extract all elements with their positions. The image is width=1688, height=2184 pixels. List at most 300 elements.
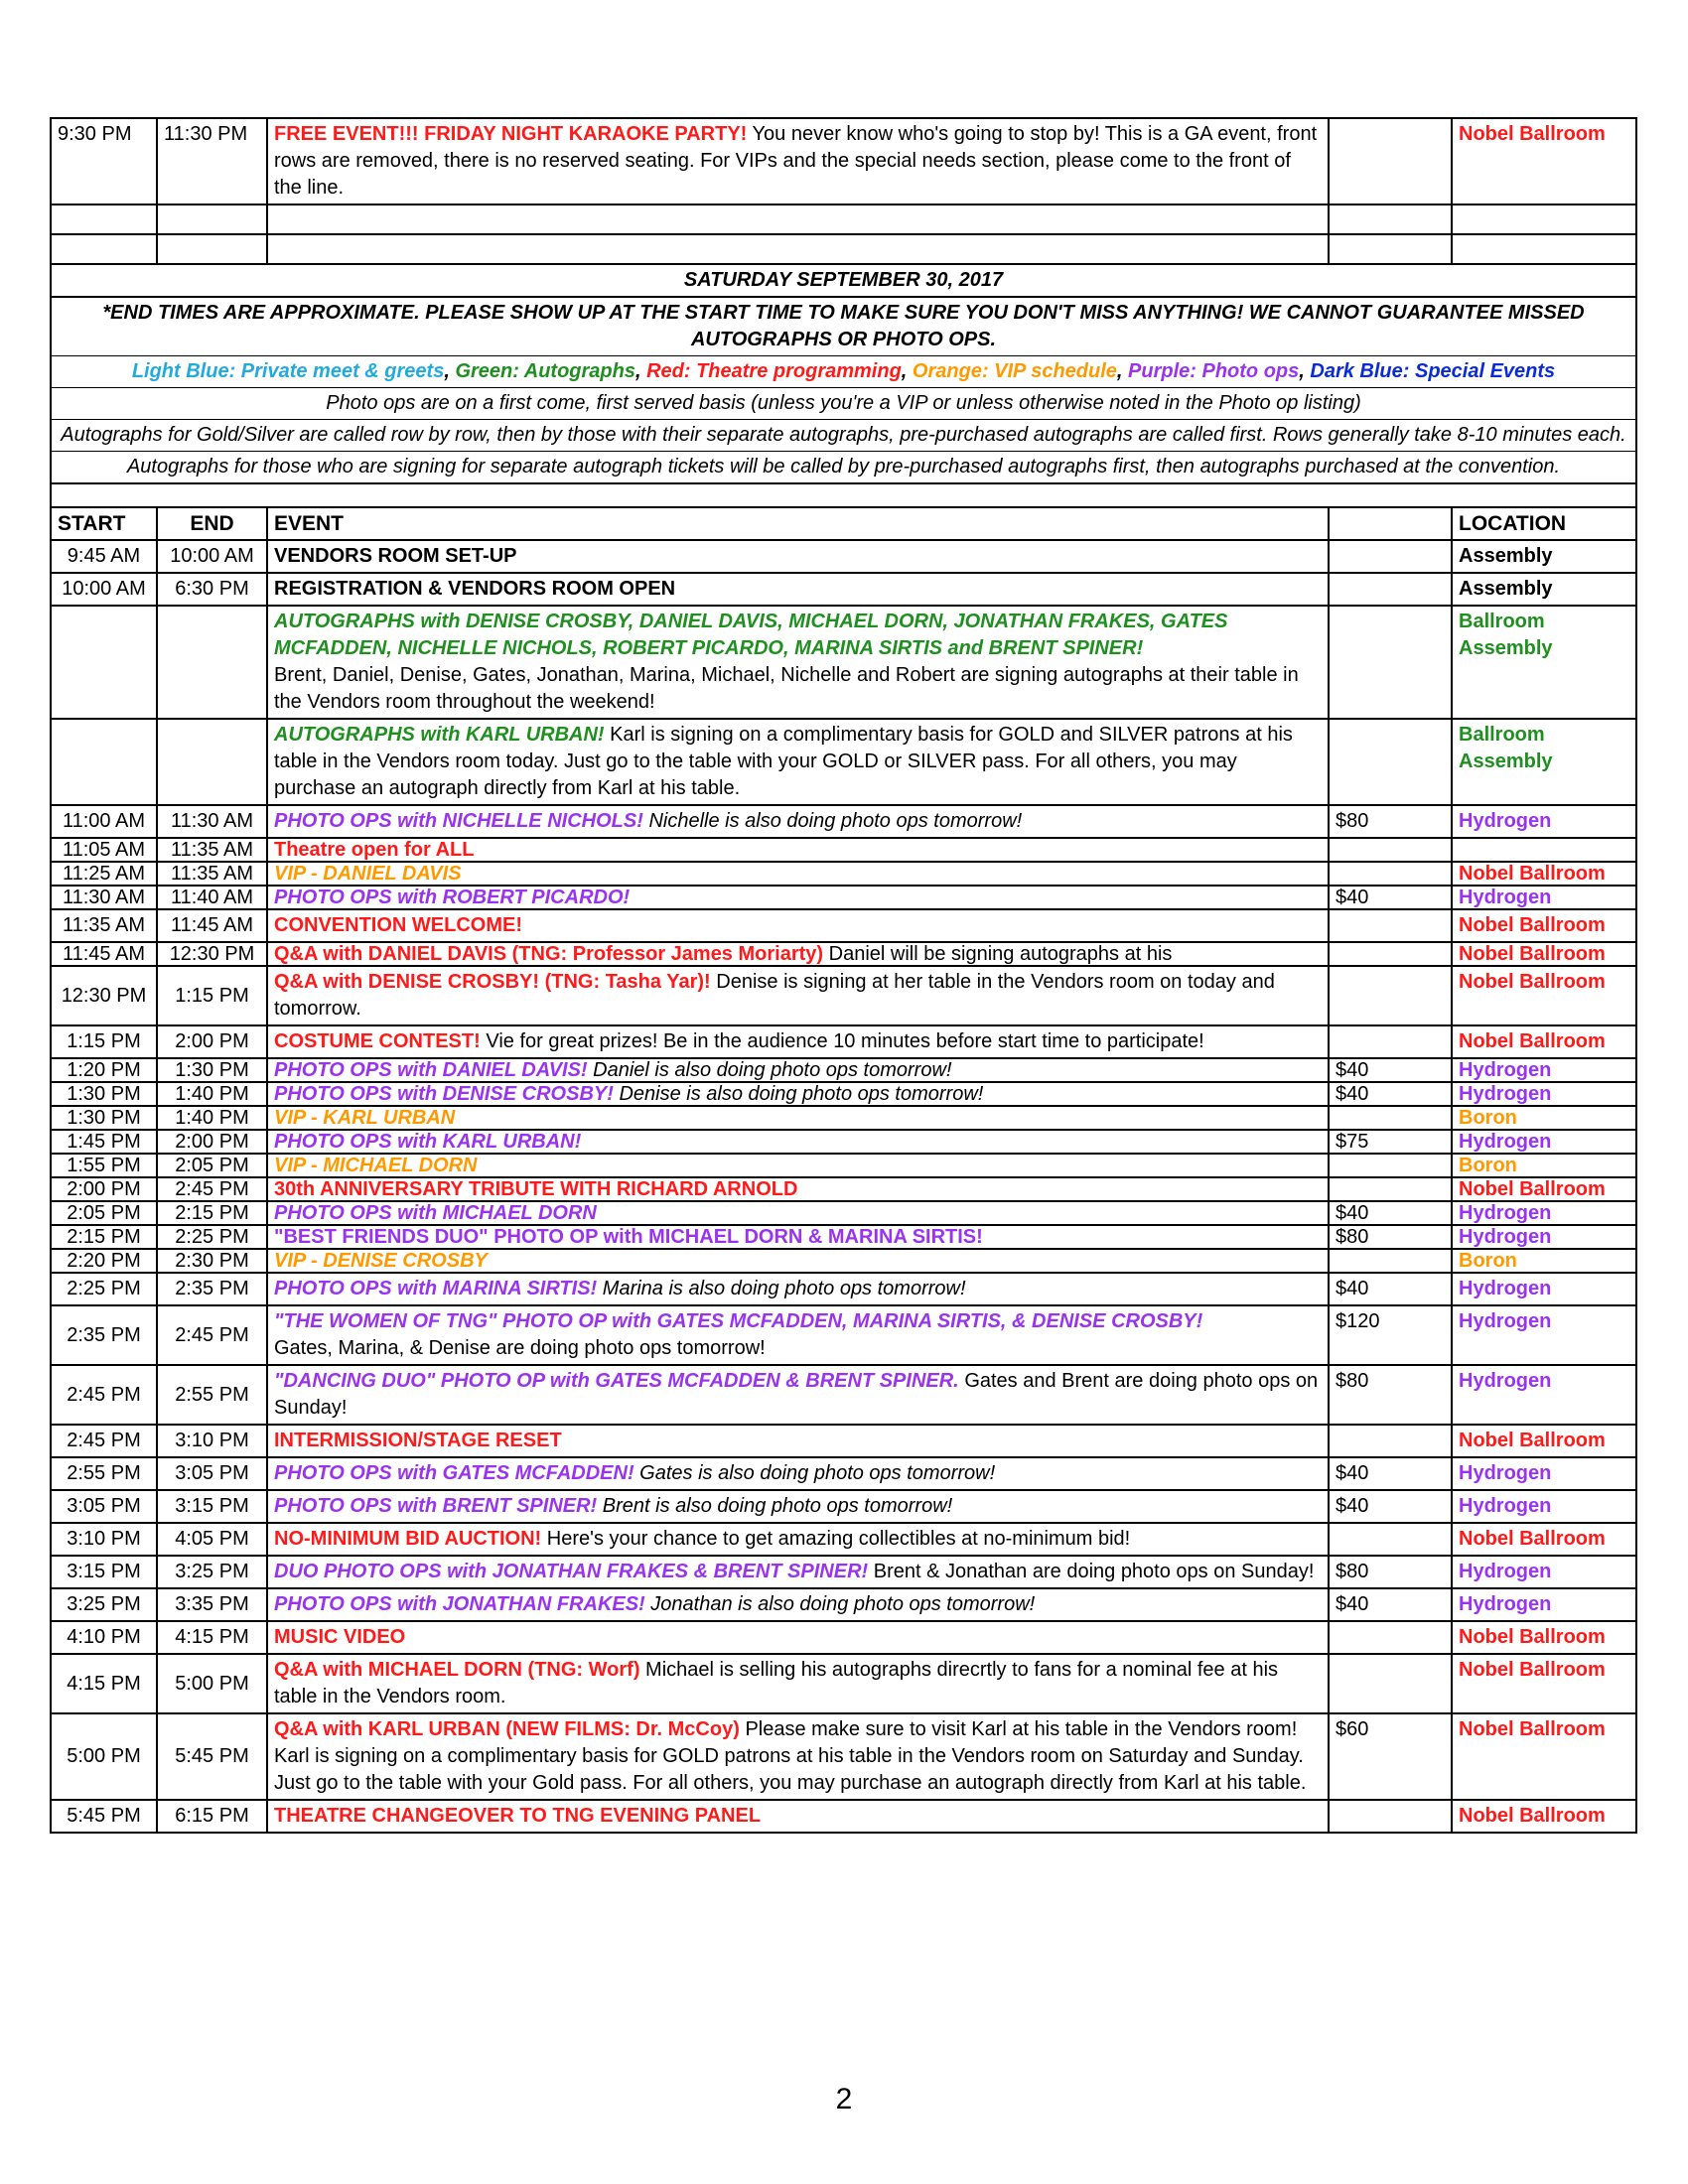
event-title: VIP - DANIEL DAVIS (274, 863, 462, 885)
table-row (51, 1490, 1636, 1523)
event-cell (267, 1490, 1329, 1523)
price: $60 (1329, 1713, 1452, 1800)
table-row (51, 1621, 1636, 1654)
price (1329, 1523, 1452, 1556)
table-row (51, 1457, 1636, 1490)
price (1329, 942, 1452, 966)
event-description: Gates, Marina, & Denise are doing photo ops tomorrow! (274, 1337, 766, 1359)
location: Hydrogen (1452, 1225, 1636, 1249)
event-cell (267, 1305, 1329, 1365)
table-row (51, 1654, 1636, 1713)
price: $40 (1329, 1490, 1452, 1523)
location: Nobel Ballroom (1452, 942, 1636, 966)
event-title: PHOTO OPS with JONATHAN FRAKES! (274, 1593, 645, 1615)
location: Hydrogen (1452, 1201, 1636, 1225)
start-time: 11:35 AM (51, 909, 157, 942)
start-time: 2:15 PM (51, 1225, 157, 1249)
start-time: 2:55 PM (51, 1457, 157, 1490)
end-time: 2:05 PM (157, 1154, 267, 1177)
end-time: 6:30 PM (157, 573, 267, 606)
event-title: PHOTO OPS with ROBERT PICARDO! (274, 887, 631, 908)
price (1329, 1177, 1452, 1201)
location: Hydrogen (1452, 1457, 1636, 1490)
end-time (157, 606, 267, 719)
end-time: 1:40 PM (157, 1106, 267, 1130)
event-description: You never know who's going to stop by! This is a GA event, front rows are removed, there is no reserved seating. For VIPs and the special needs section, please come to the front of the line. (274, 123, 1318, 199)
location: Nobel Ballroom (1452, 118, 1636, 205)
table-row (51, 606, 1636, 719)
price: $120 (1329, 1305, 1452, 1365)
end-time: 11:30 AM (157, 805, 267, 838)
saturday-rows (51, 540, 1636, 1833)
event-description: Gates is also doing photo ops tomorrow! (639, 1462, 996, 1484)
start-time: 1:30 PM (51, 1106, 157, 1130)
start-time: 11:00 AM (51, 805, 157, 838)
table-row (51, 1523, 1636, 1556)
end-time: 2:45 PM (157, 1305, 267, 1365)
end-time: 4:15 PM (157, 1621, 267, 1654)
table-row (51, 1556, 1636, 1588)
legend-row (51, 356, 1636, 388)
event-title: VENDORS ROOM SET-UP (274, 545, 517, 567)
event-cell (267, 805, 1329, 838)
start-time: 3:05 PM (51, 1490, 157, 1523)
price (1329, 1154, 1452, 1177)
location: Nobel Ballroom (1452, 1713, 1636, 1800)
event-description: Marina is also doing photo ops tomorrow! (602, 1278, 966, 1299)
event-title: PHOTO OPS with DANIEL DAVIS! (274, 1059, 588, 1081)
table-row (51, 1225, 1636, 1249)
event-description: Gates and Brent are doing photo ops on Sunday! (274, 1370, 1319, 1419)
table-row (51, 1305, 1636, 1365)
event-title: VIP - KARL URBAN (274, 1107, 456, 1129)
event-cell (267, 606, 1329, 719)
end-time: 2:55 PM (157, 1365, 267, 1425)
legend-dark-blue: Dark Blue: Special Events (1310, 360, 1556, 382)
column-header-event: EVENT (267, 507, 1329, 540)
column-header-start: START (51, 507, 157, 540)
start-time: 4:10 PM (51, 1621, 157, 1654)
event-description: Here's your chance to get amazing collectibles at no-minimum bid! (546, 1528, 1131, 1550)
event-title: AUTOGRAPHS with DENISE CROSBY, DANIEL DAVIS, MICHAEL DORN, JONATHAN FRAKES, GATES MCFADDEN, NICHELLE NICHOLS, ROBERT PICARDO, MARINA SIRTIS and BRENT SPINER! (274, 611, 1228, 659)
event-title: "THE WOMEN OF TNG" PHOTO OP with GATES MCFADDEN, MARINA SIRTIS, & DENISE CROSBY! (274, 1310, 1203, 1332)
price (1329, 1654, 1452, 1713)
event-title: Q&A with MICHAEL DORN (TNG: Worf) (274, 1659, 640, 1681)
legend-green: Green: Autographs (455, 360, 635, 382)
table-row (51, 1425, 1636, 1457)
price: $80 (1329, 1556, 1452, 1588)
price: $40 (1329, 1082, 1452, 1106)
event-title: PHOTO OPS with DENISE CROSBY! (274, 1083, 614, 1105)
legend-separator: , (1116, 360, 1129, 382)
end-time: 2:15 PM (157, 1201, 267, 1225)
price (1329, 966, 1452, 1025)
empty-row (51, 205, 1636, 234)
table-row (51, 1249, 1636, 1273)
event-description: Daniel is also doing photo ops tomorrow! (593, 1059, 952, 1081)
event-cell (267, 1800, 1329, 1833)
end-time: 3:25 PM (157, 1556, 267, 1588)
table-row (51, 719, 1636, 805)
event-cell (267, 118, 1329, 205)
end-time: 12:30 PM (157, 942, 267, 966)
column-header-row (51, 507, 1636, 540)
table-row (51, 886, 1636, 909)
price: $75 (1329, 1130, 1452, 1154)
event-cell (267, 1082, 1329, 1106)
location: Hydrogen (1452, 1365, 1636, 1425)
start-time: 11:30 AM (51, 886, 157, 909)
end-times-notice: *END TIMES ARE APPROXIMATE. PLEASE SHOW UP AT THE START TIME TO MAKE SURE YOU DON'T MISS ANYTHING! WE CANNOT GUARANTEE MISSED AUTOGRAPHS OR PHOTO OPS. (51, 297, 1636, 356)
start-time: 1:15 PM (51, 1025, 157, 1058)
price: $40 (1329, 1457, 1452, 1490)
separate-autograph-note: Autographs for those who are signing for separate autograph tickets will be called by pre-purchased autographs first, then autographs purchased at the convention. (51, 452, 1636, 484)
note-row (51, 452, 1636, 484)
location: Boron (1452, 1106, 1636, 1130)
table-row (51, 1130, 1636, 1154)
start-time: 2:05 PM (51, 1201, 157, 1225)
price (1329, 838, 1452, 862)
start-time: 3:25 PM (51, 1588, 157, 1621)
price (1329, 1025, 1452, 1058)
location: Hydrogen (1452, 886, 1636, 909)
legend-separator: , (634, 360, 647, 382)
schedule-table (50, 117, 1637, 1834)
event-cell (267, 1177, 1329, 1201)
start-time: 12:30 PM (51, 966, 157, 1025)
event-cell (267, 1588, 1329, 1621)
table-row (51, 1713, 1636, 1800)
column-header-price (1329, 507, 1452, 540)
price (1329, 1621, 1452, 1654)
event-title: CONVENTION WELCOME! (274, 914, 522, 936)
location: Nobel Ballroom (1452, 1654, 1636, 1713)
event-cell (267, 1201, 1329, 1225)
location: Hydrogen (1452, 1273, 1636, 1305)
location: Nobel Ballroom (1452, 1025, 1636, 1058)
price: $80 (1329, 1365, 1452, 1425)
price (1329, 1249, 1452, 1273)
start-time: 10:00 AM (51, 573, 157, 606)
table-row (51, 966, 1636, 1025)
event-title: Theatre open for ALL (274, 839, 475, 861)
location: Ballroom Assembly (1452, 719, 1636, 805)
event-title: INTERMISSION/STAGE RESET (274, 1430, 562, 1451)
start-time: 3:10 PM (51, 1523, 157, 1556)
location: Nobel Ballroom (1452, 1425, 1636, 1457)
event-cell (267, 838, 1329, 862)
event-cell (267, 1425, 1329, 1457)
table-row (51, 1800, 1636, 1833)
event-title: VIP - DENISE CROSBY (274, 1250, 488, 1272)
event-title: MUSIC VIDEO (274, 1626, 406, 1648)
event-title: PHOTO OPS with BRENT SPINER! (274, 1495, 598, 1517)
event-description: Please make sure to visit Karl at his table in the Vendors room! Karl is signing on a complimentary basis for GOLD patrons at his table in the Vendors room on Saturday and Sunday. Just go to the table with your Gold pass. For all others, you may purchase an autograph directly from Karl at his table. (274, 1718, 1307, 1794)
schedule-page (50, 117, 1635, 1834)
start-time: 2:20 PM (51, 1249, 157, 1273)
event-cell (267, 1130, 1329, 1154)
start-time: 1:20 PM (51, 1058, 157, 1082)
location: Hydrogen (1452, 1305, 1636, 1365)
end-time: 11:45 AM (157, 909, 267, 942)
event-title: VIP - MICHAEL DORN (274, 1155, 478, 1176)
event-description: Vie for great prizes! Be in the audience 10 minutes before start time to participate! (486, 1030, 1204, 1052)
table-row (51, 1177, 1636, 1201)
price: $40 (1329, 1201, 1452, 1225)
event-cell (267, 1025, 1329, 1058)
end-time: 11:35 AM (157, 838, 267, 862)
event-cell (267, 1523, 1329, 1556)
end-time (157, 719, 267, 805)
event-cell (267, 1154, 1329, 1177)
price (1329, 540, 1452, 573)
event-description: Denise is also doing photo ops tomorrow! (619, 1083, 984, 1105)
start-time: 11:05 AM (51, 838, 157, 862)
table-row (51, 540, 1636, 573)
page-number: 2 (835, 2083, 853, 2116)
start-time: 1:55 PM (51, 1154, 157, 1177)
event-title: REGISTRATION & VENDORS ROOM OPEN (274, 578, 676, 600)
legend-purple: Purple: Photo ops (1128, 360, 1300, 382)
location: Nobel Ballroom (1452, 1621, 1636, 1654)
start-time (51, 606, 157, 719)
table-row (51, 1273, 1636, 1305)
table-row (51, 1082, 1636, 1106)
table-row (51, 805, 1636, 838)
event-title: PHOTO OPS with MARINA SIRTIS! (274, 1278, 598, 1299)
end-time: 3:10 PM (157, 1425, 267, 1457)
empty-row (51, 483, 1636, 507)
end-time: 2:30 PM (157, 1249, 267, 1273)
start-time: 11:45 AM (51, 942, 157, 966)
start-time: 2:45 PM (51, 1365, 157, 1425)
location: Boron (1452, 1249, 1636, 1273)
event-title: COSTUME CONTEST! (274, 1030, 481, 1052)
event-title: Q&A with DENISE CROSBY! (TNG: Tasha Yar)! (274, 971, 711, 993)
legend-separator: , (901, 360, 913, 382)
end-time: 6:15 PM (157, 1800, 267, 1833)
start-time (51, 719, 157, 805)
price (1329, 862, 1452, 886)
event-description: Brent is also doing photo ops tomorrow! (602, 1495, 953, 1517)
end-time: 1:40 PM (157, 1082, 267, 1106)
price (1329, 573, 1452, 606)
table-row (51, 1025, 1636, 1058)
table-row (51, 1106, 1636, 1130)
start-time: 2:25 PM (51, 1273, 157, 1305)
legend-separator: , (444, 360, 456, 382)
legend-orange: Orange: VIP schedule (912, 360, 1117, 382)
column-header-location: LOCATION (1452, 507, 1636, 540)
table-row (51, 118, 1636, 205)
event-title: THEATRE CHANGEOVER TO TNG EVENING PANEL (274, 1805, 762, 1827)
notice-row (51, 297, 1636, 356)
end-time: 11:35 AM (157, 862, 267, 886)
note-row (51, 388, 1636, 420)
end-time: 2:00 PM (157, 1025, 267, 1058)
legend-light-blue: Light Blue: Private meet & greets (131, 360, 445, 382)
event-title: "BEST FRIENDS DUO" PHOTO OP with MICHAEL DORN & MARINA SIRTIS! (274, 1226, 983, 1248)
event-cell (267, 862, 1329, 886)
table-row (51, 909, 1636, 942)
table-row (51, 862, 1636, 886)
event-description: Brent & Jonathan are doing photo ops on Sunday! (873, 1561, 1315, 1582)
start-time: 2:45 PM (51, 1425, 157, 1457)
event-title: PHOTO OPS with GATES MCFADDEN! (274, 1462, 634, 1484)
price: $40 (1329, 1273, 1452, 1305)
price (1329, 1425, 1452, 1457)
end-time: 11:30 PM (157, 118, 267, 205)
color-legend (51, 356, 1636, 388)
end-time: 5:00 PM (157, 1654, 267, 1713)
start-time: 4:15 PM (51, 1654, 157, 1713)
event-title: PHOTO OPS with MICHAEL DORN (274, 1202, 597, 1224)
event-description: Jonathan is also doing photo ops tomorrow! (650, 1593, 1036, 1615)
location: Hydrogen (1452, 1058, 1636, 1082)
event-cell (267, 966, 1329, 1025)
event-title: NO-MINIMUM BID AUCTION! (274, 1528, 542, 1550)
price: $80 (1329, 1225, 1452, 1249)
location: Nobel Ballroom (1452, 1177, 1636, 1201)
event-title: DUO PHOTO OPS with JONATHAN FRAKES & BRENT SPINER! (274, 1561, 869, 1582)
event-cell (267, 1058, 1329, 1082)
event-cell (267, 540, 1329, 573)
column-header-end: END (157, 507, 267, 540)
end-time: 3:05 PM (157, 1457, 267, 1490)
end-time: 4:05 PM (157, 1523, 267, 1556)
legend-red: Red: Theatre programming (646, 360, 902, 382)
table-row (51, 942, 1636, 966)
event-cell (267, 886, 1329, 909)
price (1329, 719, 1452, 805)
location: Nobel Ballroom (1452, 1523, 1636, 1556)
end-time: 2:25 PM (157, 1225, 267, 1249)
price (1329, 1800, 1452, 1833)
start-time: 5:00 PM (51, 1713, 157, 1800)
legend-separator: , (1299, 360, 1311, 382)
price (1329, 606, 1452, 719)
table-row (51, 1201, 1636, 1225)
empty-row (51, 234, 1636, 264)
price (1329, 909, 1452, 942)
end-time: 1:15 PM (157, 966, 267, 1025)
end-time: 1:30 PM (157, 1058, 267, 1082)
event-title: PHOTO OPS with NICHELLE NICHOLS! (274, 810, 643, 832)
event-title: "DANCING DUO" PHOTO OP with GATES MCFADDEN & BRENT SPINER. (274, 1370, 959, 1392)
end-time: 10:00 AM (157, 540, 267, 573)
start-time: 2:00 PM (51, 1177, 157, 1201)
event-title: FREE EVENT!!! FRIDAY NIGHT KARAOKE PARTY! (274, 123, 748, 145)
end-time: 3:15 PM (157, 1490, 267, 1523)
event-description: Michael is selling his autographs direcrtly to fans for a nominal fee at his table in the Vendors room. (274, 1659, 1279, 1707)
day-title-row (51, 264, 1636, 297)
event-cell (267, 1249, 1329, 1273)
event-cell (267, 1621, 1329, 1654)
start-time: 9:45 AM (51, 540, 157, 573)
end-time: 2:00 PM (157, 1130, 267, 1154)
event-cell (267, 1457, 1329, 1490)
start-time: 2:35 PM (51, 1305, 157, 1365)
price: $40 (1329, 1058, 1452, 1082)
event-description: Karl is signing on a complimentary basis for GOLD and SILVER patrons at his table in the Vendors room today. Just go to the table with your GOLD or SILVER pass. For all others, you may purchase an autograph directly from Karl at his table. (274, 724, 1293, 799)
start-time: 3:15 PM (51, 1556, 157, 1588)
location: Hydrogen (1452, 1588, 1636, 1621)
event-title: 30th ANNIVERSARY TRIBUTE WITH RICHARD ARNOLD (274, 1178, 798, 1200)
location (1452, 838, 1636, 862)
photo-op-note: Photo ops are on a first come, first served basis (unless you're a VIP or unless otherwise noted in the Photo op listing) (51, 388, 1636, 420)
start-time: 1:45 PM (51, 1130, 157, 1154)
event-cell (267, 1225, 1329, 1249)
event-cell (267, 1273, 1329, 1305)
location: Hydrogen (1452, 805, 1636, 838)
price: $40 (1329, 886, 1452, 909)
start-time: 1:30 PM (51, 1082, 157, 1106)
location: Boron (1452, 1154, 1636, 1177)
event-title: PHOTO OPS with KARL URBAN! (274, 1131, 582, 1153)
location: Hydrogen (1452, 1556, 1636, 1588)
event-title: Q&A with DANIEL DAVIS (TNG: Professor James Moriarty) (274, 943, 824, 965)
event-cell (267, 719, 1329, 805)
start-time: 9:30 PM (51, 118, 157, 205)
note-row (51, 420, 1636, 452)
event-cell (267, 573, 1329, 606)
location: Assembly (1452, 540, 1636, 573)
event-cell (267, 1365, 1329, 1425)
table-row (51, 838, 1636, 862)
event-description: Daniel will be signing autographs at his (828, 943, 1173, 965)
event-title: AUTOGRAPHS with KARL URBAN! (274, 724, 605, 746)
end-time: 5:45 PM (157, 1713, 267, 1800)
event-cell (267, 1654, 1329, 1713)
price: $80 (1329, 805, 1452, 838)
day-title: SATURDAY SEPTEMBER 30, 2017 (51, 264, 1636, 297)
price (1329, 118, 1452, 205)
location: Hydrogen (1452, 1082, 1636, 1106)
event-cell (267, 909, 1329, 942)
table-row (51, 1154, 1636, 1177)
location: Hydrogen (1452, 1490, 1636, 1523)
location: Ballroom Assembly (1452, 606, 1636, 719)
end-time: 3:35 PM (157, 1588, 267, 1621)
event-description: Nichelle is also doing photo ops tomorrow! (648, 810, 1023, 832)
location: Assembly (1452, 573, 1636, 606)
table-row (51, 1058, 1636, 1082)
price (1329, 1106, 1452, 1130)
friday-rows (51, 118, 1636, 540)
table-row (51, 1588, 1636, 1621)
end-time: 11:40 AM (157, 886, 267, 909)
location: Hydrogen (1452, 1130, 1636, 1154)
event-description: Denise is signing at her table in the Vendors room on today and tomorrow. (274, 971, 1275, 1020)
event-cell (267, 1556, 1329, 1588)
event-cell (267, 1713, 1329, 1800)
end-time: 2:45 PM (157, 1177, 267, 1201)
table-row (51, 573, 1636, 606)
table-row (51, 1365, 1636, 1425)
location: Nobel Ballroom (1452, 966, 1636, 1025)
autograph-note: Autographs for Gold/Silver are called row by row, then by those with their separate autographs, pre-purchased autographs are called first. Rows generally take 8-10 minutes each. (51, 420, 1636, 452)
price: $40 (1329, 1588, 1452, 1621)
location: Nobel Ballroom (1452, 862, 1636, 886)
location: Nobel Ballroom (1452, 1800, 1636, 1833)
event-description: Brent, Daniel, Denise, Gates, Jonathan, Marina, Michael, Nichelle and Robert are signing autographs at their table in the Vendors room throughout the weekend! (274, 664, 1299, 713)
start-time: 5:45 PM (51, 1800, 157, 1833)
end-time: 2:35 PM (157, 1273, 267, 1305)
event-cell (267, 1106, 1329, 1130)
start-time: 11:25 AM (51, 862, 157, 886)
location: Nobel Ballroom (1452, 909, 1636, 942)
event-title: Q&A with KARL URBAN (NEW FILMS: Dr. McCoy) (274, 1718, 740, 1740)
